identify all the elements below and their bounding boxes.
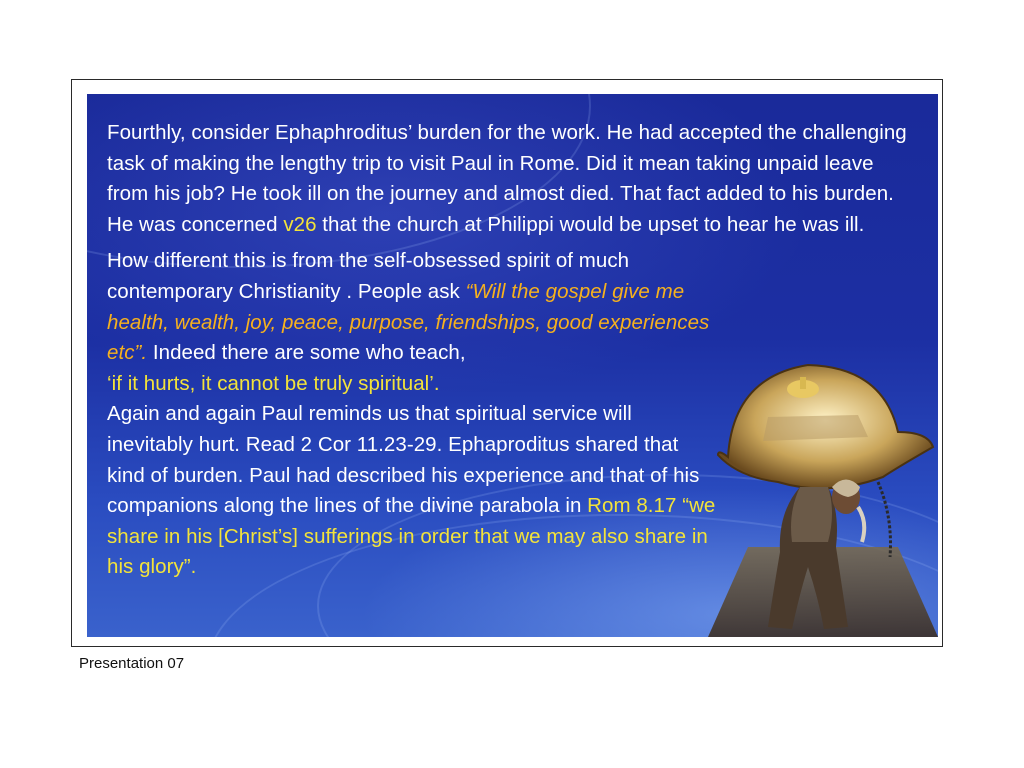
paragraph-text: Indeed there are some who teach, — [147, 341, 466, 365]
paragraph-text: How different this is from the self-obsessed spirit of much contemporary Christianity . People ask — [107, 249, 630, 303]
paragraph-text: that the church at Philippi would be upset to hear he was ill. — [316, 212, 865, 236]
footer-label: Presentation 07 — [79, 655, 185, 672]
slide-body-text — [107, 118, 917, 583]
paragraph-text: Again and again Paul reminds us that spiritual service will inevitably hurt. Read 2 Cor 11.23-29. Ephaproditus shared that kind of burden. Paul had described his experience and that of his companions along the lines of the divine parabola in — [107, 402, 700, 518]
verse-reference: Rom 8.17 “we share in his [Christ’s] sufferings in order that we may also share in his glory”. — [107, 494, 716, 579]
verse-reference: v26 — [283, 212, 317, 236]
paragraph-text: Fourthly, consider Ephaphroditus’ burden for the work. He had accepted the challenging task of making the lengthy trip to visit Paul in Rome. Did it mean taking unpaid leave from his job? He took ill on the journey and almost died. That fact added to his burden. He was concerned — [107, 121, 907, 236]
paragraph-burden — [107, 118, 917, 240]
quote-text: ‘if it hurts, it cannot be truly spiritual’. — [107, 371, 440, 395]
quote-text: “Will the gospel give me health, wealth, joy, peace, purpose, friendships, good experiences etc”. — [107, 279, 710, 365]
paragraph-contrast — [107, 246, 717, 583]
slide — [87, 94, 938, 637]
